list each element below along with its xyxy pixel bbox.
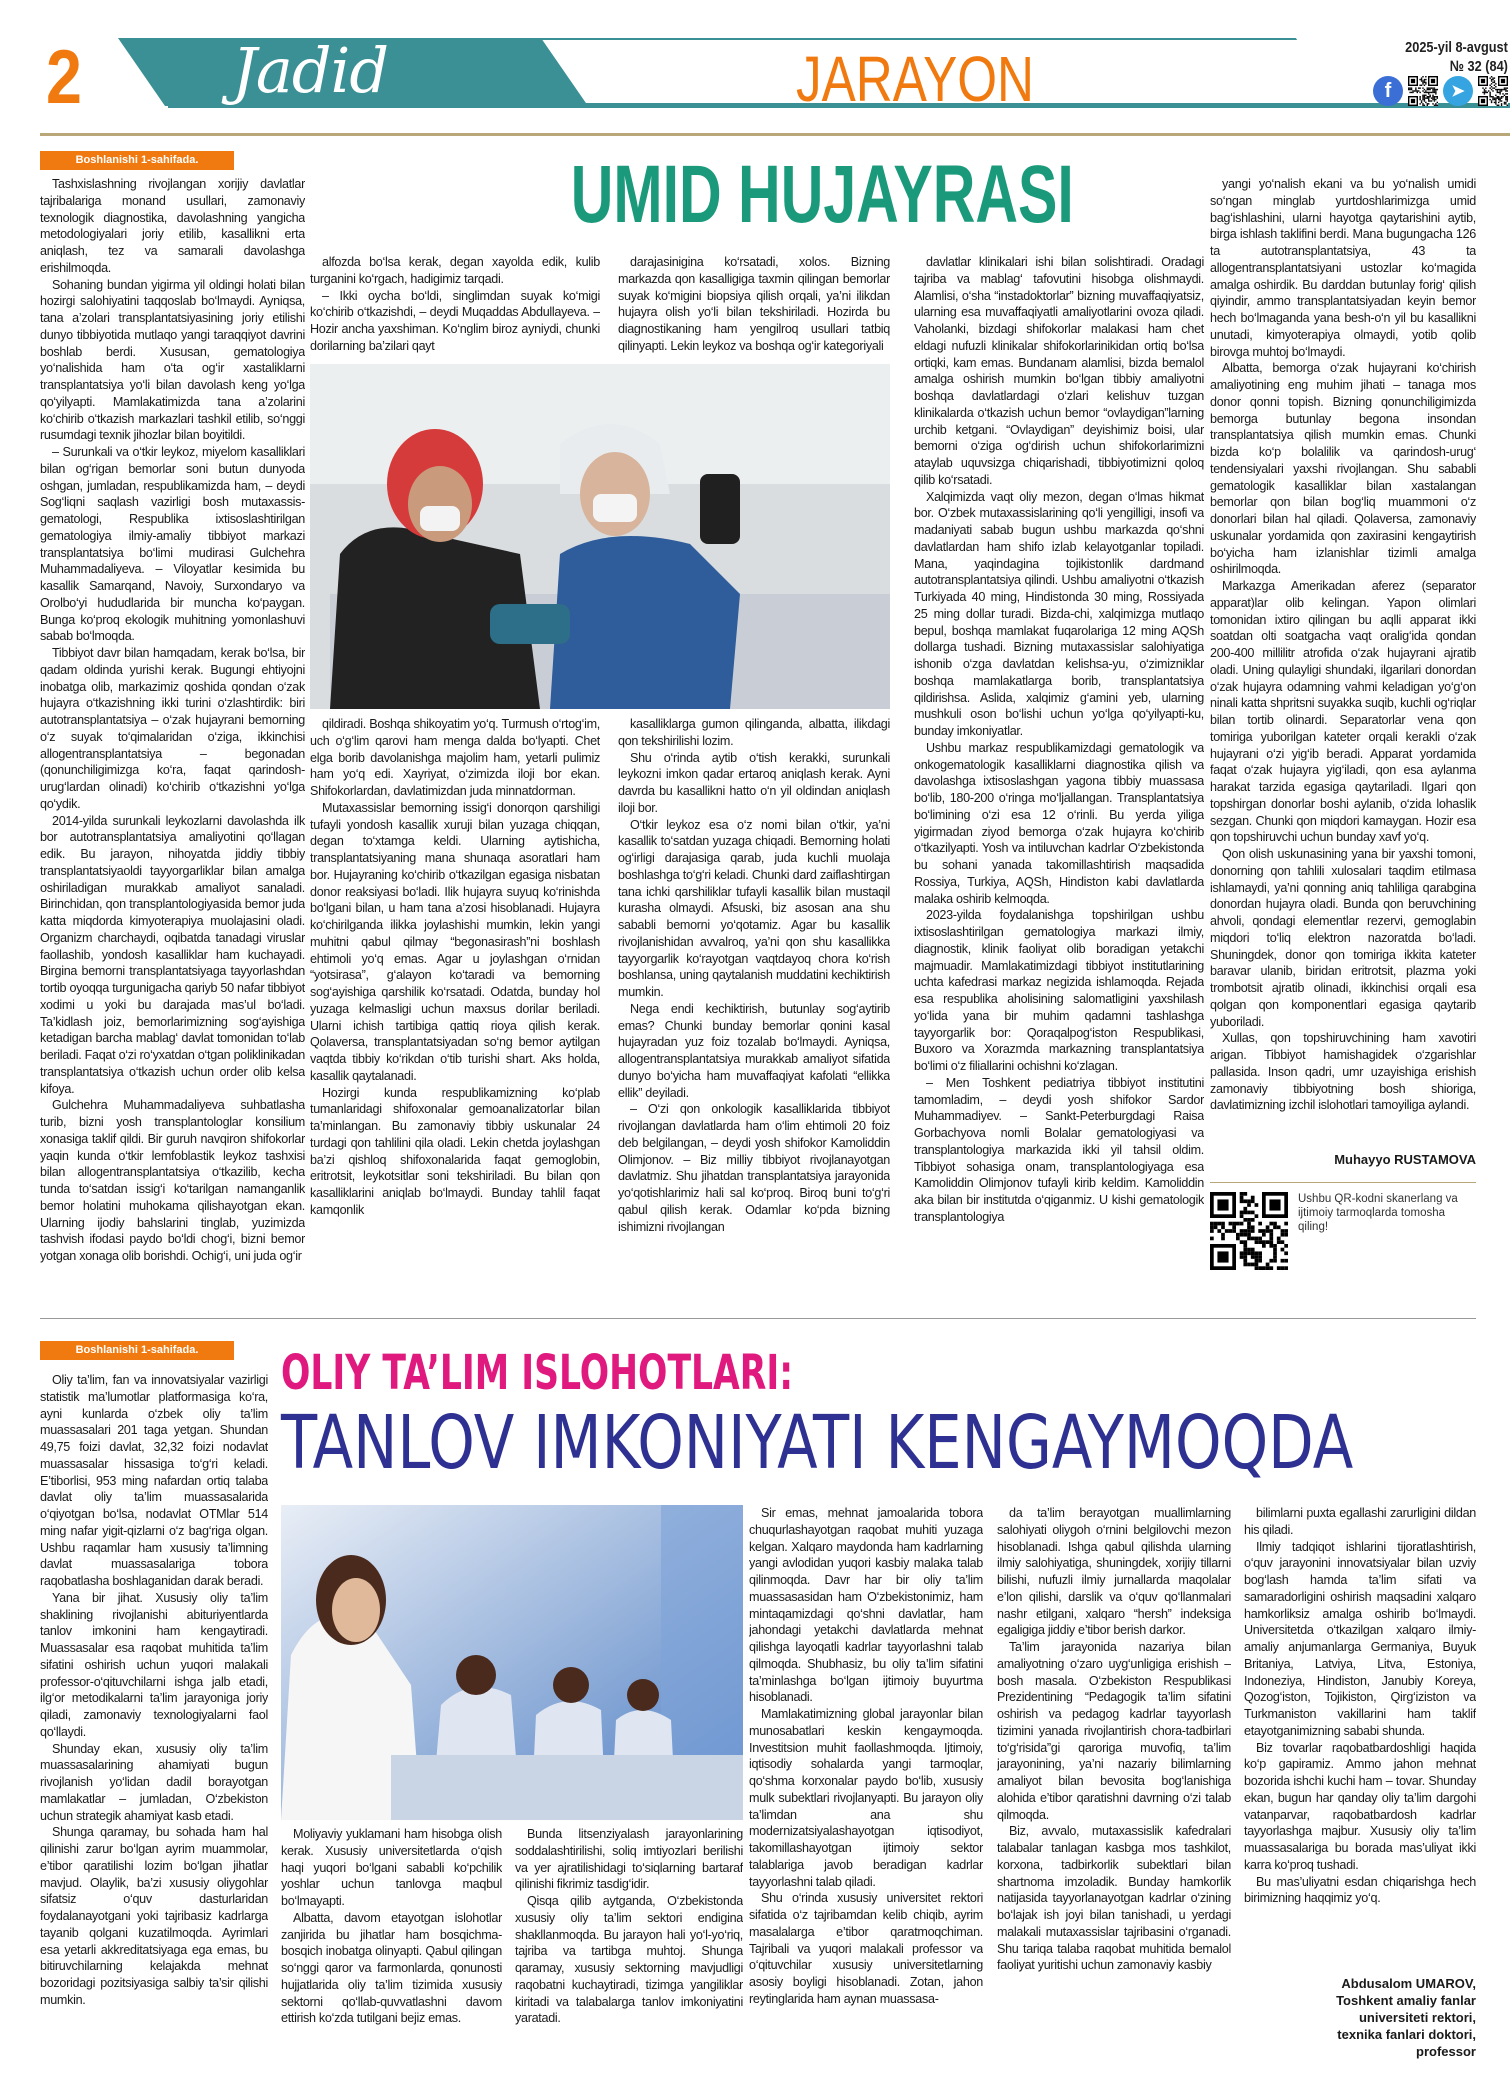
section-rubric: JARAYON	[795, 43, 1035, 115]
paragraph: Sohaning bundan yigirma yil oldingi holati bilan hozirgi salohiyatini taqqoslab bo‘lmaydi. Ayniqsa, tana a’zolari transplantatsiyasining joriy etilishi dunyo tibbiyotida mutlaqo yangi taraqqiyot davrini boshlab berdi. Xususan, gematologiya yo‘nalishida ham o‘ta og‘ir xastaliklarni transplantatsiya yo‘li bilan davolash keng yo‘lga qo‘yilyapti. Mamlakatimizda tana a’zolarini ko‘chirib o‘tkazish markazlari tashkil etilib, so‘nggi rusumdagi texnik jihozlar bilan boyitildi.	[40, 277, 305, 443]
paragraph: Biz tovarlar raqobatbardoshligi haqida ko‘p gapiramiz. Ammo jahon mehnat bozorida ishchi kuchi ham – tovar. Shunday ekan, bugun har qanday oliy ta’lim dargohi vatanparvar, raqobatbardosh kadrlar tayyorlashga majbur. Xususiy oliy ta’lim muassasalariga bu borada mas’uliyat ikki karra ko‘proq tushadi.	[1244, 1740, 1476, 1872]
paragraph: Ta’lim jarayonida nazariya bilan amaliyotning o‘zaro uyg‘unligiga erishish – bosh masala. O‘zbekiston Respublikasi Prezidentining “Pedagogik ta’lim sifatini oshirish va pedagog kadrlar tayyorlash tizimini yanada rivojlantirish chora-tadbirlari to‘g‘risida”gi qaroriga muvofiq, ta’lim jarayonining, ya’ni nazariy bilimlarning amaliyot bilan bevosita bog‘lanishiga alohida e’tibor qaratishni davrning o‘zi talab qilmoqda.	[997, 1640, 1231, 1822]
issue-number: № 32 (84)	[1449, 58, 1508, 75]
article-column	[914, 254, 1204, 1286]
students-photo	[281, 1505, 743, 1820]
paragraph: Moliyaviy yuklamani ham hisobga olish kerak. Xususiy universitetlarda o‘qish haqi yuqori bo‘lgani sababli ko‘pchilik yoshlar uchun tanlovga maqbul bo‘lmayapti.	[281, 1827, 502, 1908]
author-title: universiteti rektori,	[1358, 2010, 1476, 2025]
article-column	[1244, 1505, 1476, 1965]
paragraph: – Ikki oycha bo‘ldi, singlimdan suyak ko‘migi ko‘chirib o‘tkazishdi, – deydi Muqaddas Abdullayeva. – Hozir ancha yaxshiman. Ko‘nglim biroz ayniydi, chunki dorilarning ba’zilari qayt	[310, 288, 600, 353]
issue-date: 2025-yil 8-avgust	[1405, 39, 1508, 56]
paragraph: Hozirgi kunda respublikamizning ko‘plab tumanlaridagi shifoxonalar gemoanalizatorlar bilan ta’minlangan. Bu zamonaviy tibbiy uskunalar 24 turdagi qon tahlilini qila oladi. Lekin chetda joylashgan ba’zi qishloq shifoxonalarida faqat gemoglobin, eritrotsit, leykotsitlar soni tekshiriladi. Bu bilan qon kasalliklarini aniqlab bo‘lmaydi. Bunday tahlil faqat kamqonlik	[310, 1085, 600, 1217]
paragraph: Ushbu markaz respublikamizdagi gematologik va onkogematologik kasalliklarni diagnostika qilish va davolashga ixtisoslashgan yagona tibbiy muassasa bo‘lib, 180-200 o‘ringa mo‘ljallangan. Transplantatsiya bo‘limining o‘zi esa 12 o‘rinli. Bu yerda yiliga yigirmadan ziyod bemorga o‘zak hujayra ko‘chirib o‘tkazilyapti. Yosh va intiluvchan kadrlar O‘zbekistonda bu sohani yanada takomillashtirish maqsadida Rossiya, Turkiya, AQSh, Hindiston kabi davlatlarda malaka oshirib kelmoqda.	[914, 740, 1204, 906]
hospital-photo	[310, 364, 890, 709]
article-column	[281, 1826, 502, 2062]
qr-code-icon[interactable]	[1408, 76, 1438, 106]
paragraph: darajasinigina ko‘rsatadi, xolos. Bizning markazda qon kasalligiga taxmin qilingan bemorlar suyak ko‘migini biopsiya qilish orqali, ya’ni ilikdan hujayra olish yo‘li bilan tekshiriladi. Hozirda bu diagnostikaning ham yengilroq usullari tatbiq qilinyapti. Lekin leykoz va boshqa og‘ir kategoriyali	[618, 255, 890, 353]
paragraph: Biz, avvalo, mutaxassislik kafedralari talabalar tanlagan kasbga mos tashkilot, korxona, tadbirkorlik subektlari bilan shartnoma imzoladik. Bunday hamkorlik natijasida tayyorlanayotgan kadrlar o‘zining bo‘lajak ish joyi bilan tanishadi, u yerdagi malakali mutaxassislar tajribasini o‘rganadi. Shu tariqa talaba raqobat muhitida bemalol faoliyat yuritishi uchun zamonaviy kasbiy	[997, 1824, 1231, 1973]
author-byline: Muhayyo RUSTAMOVA	[1334, 1152, 1476, 1167]
article-column	[40, 176, 305, 1286]
qr-code-icon[interactable]	[1210, 1192, 1288, 1270]
article-column	[997, 1505, 1231, 2062]
newspaper-logo: Jadid	[232, 34, 389, 107]
paragraph: Mamlakatimizning global jarayonlar bilan munosabatlari keskin kengaymoqda. Investitsion muhit faollashmoqda. Ijtimoiy, iqtisodiy sohalarda yangi tarmoqlar, qo‘shma korxonalar paydo bo‘lib, xususiy mulk subektlari rivojlanyapti. Bu jarayon oliy ta’limdan ana shu modernizatsiyalashayotgan iqtisodiyot, takomillashayotgan ijtimoiy sektor talablariga javob beradigan kadrlar tayyorlashni talab qiladi.	[749, 1707, 983, 1889]
article-column	[749, 1505, 983, 2062]
continued-label: Boshlanishi 1-sahifada.	[40, 1341, 234, 1360]
article-title: UMID HUJAYRASI	[570, 149, 1074, 240]
paragraph: Shunday ekan, xususiy oliy ta’lim muassasalarining ahamiyati bugun rivojlanish yo‘lidan dadil borayotgan mamlakatlar – jumladan, O‘zbekiston uchun strategik ahamiyat kasb etadi.	[40, 1741, 268, 1823]
social-links	[1373, 76, 1508, 106]
paragraph: Shunga qaramay, bu sohada ham hal qilinishi zarur bo‘lgan ayrim muammolar, e’tibor qaratilishi lozim bo‘lgan jihatlar mavjud. Olaylik, ba’zi xususiy oliygohlar sifatsiz o‘quv dasturlaridan foydalanayotgani yoki tajribasiz kadrlarga tayanib qolgani kuzatilmoqda. Ayrimlari esa yetarli akkreditatsiyaga ega emas, bu bitiruvchilarning kelajakda mehnat bozoridagi pozitsiyasiga salbiy ta’sir qilishi mumkin.	[40, 1825, 268, 2007]
paragraph: Shu o‘rinda aytib o‘tish kerakki, surunkali leykozni imkon qadar ertaroq aniqlash kerak. Ayni davrda bu kasallikni hatto o‘n yil oldindan aniqlash iloji bor.	[618, 750, 890, 815]
paragraph: Tibbiyot davr bilan hamqadam, kerak bo‘lsa, bir qadam oldinda yurishi kerak. Bugungi ehtiyojni inobatga olib, markazimiz qoshida qondan o‘zak hujayra o‘tkazishning ikki turini o‘zlashtirdik: biri autotransplantatsiya – o‘zak hujayrani bemorning o‘z suyak to‘qimalaridan o‘ziga, ikkinchisi allogentransplantatsiya – begonadan (qonunchiligimizga ko‘ra, faqat qarindosh-urug‘lardan olinadi) ko‘chirib o‘tkazishni yo‘lga qo‘ydik.	[40, 646, 305, 811]
paragraph: Ilmiy tadqiqot ishlarini tijoratlashtirish, o‘quv jarayonini innovatsiyalar bilan uzviy bog‘lash hamda ta’lim sifati va samaradorligini oshirish maqsadini xalqaro hamkorliksiz amalga oshirib bo‘lmaydi. Universitetda o‘tkazilgan xalqaro ilmiy-amaliy anjumanlarga Germaniya, Buyuk Britaniya, Latviya, Litva, Estoniya, Indoneziya, Hindiston, Janubiy Koreya, Qozog‘iston, Tojikiston, Qirg‘iziston va Turkmaniston vakillarini ham taklif etayotganimizning sababi shunda.	[1244, 1539, 1476, 1738]
issue-info	[1405, 38, 1508, 76]
paragraph: Xalqimizda vaqt oliy mezon, degan o‘lmas hikmat bor. O‘zbek mutaxassislarining qo‘li yengilligi, insofi va madaniyati sabab bugun ushbu markazda qo‘shni davlatlardan ham shifo izlab kelayotganlar topiladi. Mana, yaqindagina tojikistonlik dardmand autotransplantatsiya qilindi. Ushbu amaliyotni o‘tkazish Turkiyada 40 ming, Hindistonda 30 ming, Rossiyada 25 ming dollar turadi. Bizda-chi, xalqimizga mutlaqo bepul, boshqa mamlakat fuqarolariga 12 ming AQSh dollarga tushadi. Bizning mutaxassislar salohiyatiga ishonib o‘zga davlatdan kelishsa-yu, o‘zimizniklar boshqa mamlakatlarga borib, transplantatsiya qildirishsa. Aslida, xalqimiz g‘amini yeb, ularning mushkuli oson bo‘lishi uchun yo‘lga qo‘yilyapti-ku, bunday imkoniyatlar.	[914, 489, 1204, 738]
author-title: Toshkent amaliy fanlar	[1336, 1993, 1476, 2008]
paragraph: Albatta, bemorga o‘zak hujayrani ko‘chirish amaliyotining eng muhim jihati – tanaga mos donor qonni topish. Bizning qonunchiligimizda bemorga butunlay begona insondan transplantatsiya qilish mumkin emas. Chunki bizda ko‘p bolalilik va qarindosh-urug‘ tendensiyalari yaxshi rivojlangan. Shu sababli gematologik kasalliklar bilan xastalangan bemorlar qon bilan bog‘liq muammoni o‘z donorlari bilan hal qiladi. Qolaversa, zamonaviy uskunalar yordamida qon zaxirasini kengaytirish bo‘yicha ham izlanishlar tizimli amalga oshirilmoqda.	[1210, 361, 1476, 577]
paragraph: Mutaxassislar bemorning issig‘i donorqon qarshiligi tufayli yondosh kasallik xuruji bilan yuzaga chiqqan, degan to‘xtamga keldi. Ularning aytishicha, transplantatsiyaning mana shunaqa asoratlari ham bor. Hujayraning ko‘chirib o‘tkazilgan egasiga nisbatan donor reaksiyasi bo‘ladi. Ilik hujayra suyuq ko‘rinishda bo‘lgani bilan, u ham tana a’zosi hisoblanadi. Hujayra ko‘chirilganda ilikka joylashishi mumkin, lekin yangi muhitni qabul qilmay “begonasirash”ni boshlash ehtimoli yo‘q emas. Agar u joylashgan o‘rnidan “yotsirasa”, g‘alayon ko‘taradi va bemorning sog‘ayishiga qarshilik ko‘rsatadi. Odatda, bunday hol yuzaga kelmasligi uchun maxsus dorilar beriladi. Ularni ichish tartibiga qattiq rioya qilish kerak. Qolaversa, transplantatsiyadan so‘ng bemor aytilgan vaqtda tibbiy ko‘rikdan o‘tib turishi shart. Aks holda, kasallik qaytalanadi.	[310, 800, 600, 1083]
continued-label: Boshlanishi 1-sahifada.	[40, 151, 234, 170]
paragraph: Qon olish uskunasining yana bir yaxshi tomoni, donorning qon tahlili xulosalari taqdim etilmasa ishlamaydi, ya’ni qonning aniq tahliliga qarabgina donordan hujayra oladi. Bunda qon beruvchining ahvoli, qondagi elementlar rezervi, gemoglabin miqdori to‘liq elektron nazoratda bo‘ladi. Shuningdek, donor qon tomiriga ikkita kateter baravar ulanib, biridan eritrotsit, plazma yoki trombotsit ajratib olinadi, ikkinchisi orqali esa qolgan qon komponentlari egasiga qaytarib yuboriladi.	[1210, 847, 1476, 1029]
header-rule	[40, 133, 1510, 136]
telegram-icon[interactable]: ➤	[1443, 76, 1473, 106]
paragraph: qildiradi. Boshqa shikoyatim yo‘q. Turmush o‘rtog‘im, uch o‘g‘lim qarovi ham menga dalda bo‘lyapti. Chet elga borib davolanishga majolim ham, yetarli pulimiz ham yo‘q edi. Xayriyat, o‘zimizda iloji bor ekan. Shifokorlardan, davlatimizdan juda minnatdorman.	[310, 717, 600, 798]
article-column	[1210, 176, 1476, 1141]
paragraph: – O‘zi qon onkologik kasalliklarida tibbiyot rivojlangan davlatlarda ham o‘lim ehtimoli 20 foiz deb belgilangan, – deydi yosh shifokor Kamoliddin Olimjonov. – Biz milliy tibbiyot rivojlanayotgan davlatmiz. Shu jihatdan transplantatsiya jarayonida yo‘qotishlarimiz hali sal ko‘proq. Biroq buni to‘g‘ri qabul qilish kerak. Odamlar ko‘pda bizning ishimizni rivojlangan	[618, 1102, 890, 1234]
paragraph: alfozda bo‘lsa kerak, degan xayolda edik, kulib turganini ko‘rgach, hadigimiz tarqadi.	[310, 255, 600, 286]
paragraph: bilimlarni puxta egallashi zarurligini dildan his qiladi.	[1244, 1506, 1476, 1537]
article-column	[40, 1372, 268, 2062]
paragraph: – Men Toshkent pediatriya tibbiyot institutini tamomladim, – deydi yosh shifokor Sardor Muhammadiyev. – Sankt-Peterburgdagi Raisa Gorbachyova nomli Bolalar gematologiyasi va transplantologiya markazida ikki yil tahsil oldim. Tibbiyot sohasiga onam, transplantologiyaga esa Kamoliddin Olimjonov tufayli kirib keldim. Kamoliddin aka bilan bir institutda o‘qiganmiz. U kishi gematologik transplantologiya	[914, 1075, 1204, 1224]
paragraph: Yana bir jihat. Xususiy oliy ta’lim shaklining rivojlanishi abituriyentlarda tanlov imkonini ham kengaytiradi. Muassasalar esa raqobat muhitida ta’lim sifatini oshirish uchun yuqori malakali professor-o‘qituvchilarni ishga jalb etadi, ilg‘or metodikalarni ta’lim jarayoniga joriy qiladi, zamonaviy texnologiyalarni faol qo‘llaydi.	[40, 1590, 268, 1739]
paragraph: Shu o‘rinda xususiy universitet rektori sifatida o‘z tajribamdan kelib chiqib, ayrim masalalarga e’tibor qaratmoqchiman. Tajribali va yuqori malakali professor va o‘qituvchilar xususiy universitetlarning asosiy boyligi hisoblanadi. Zotan, jahon reytinglarida ham aynan muassasa-	[749, 1891, 983, 2006]
author-title: professor	[1416, 2044, 1476, 2059]
paragraph: – Surunkali va o‘tkir leykoz, miyelom kasalliklari bilan og‘rigan bemorlar soni butun dunyoda oshgan, jumladan, respublikamizda ham, – deydi Sog‘liqni saqlash vazirligi bosh mutaxassis-gematologi, Respublika ixtisoslashtirilgan gematologiya ilmiy-amaliy tibbiyot markazi transplantatsiya bo‘limi mudirasi Gulchehra Muhammadaliyeva. – Viloyatlar kesimida bu kasallik Samarqand, Navoiy, Surxondaryo va Orolbo‘yi hududlarida bir muncha ko‘paygan. Bunga ko‘proq ekologik muhitning yomonlashuvi sabab bo‘lmoqda.	[40, 445, 305, 644]
article-title: TANLOV IMKONIYATI KENGAYMOQDA	[281, 1400, 1354, 1486]
article-column	[515, 1826, 743, 2062]
paragraph: 2023-yilda foydalanishga topshirilgan ushbu ixtisoslashtirilgan gematologiya markazi ilmiy, diagnostik, klinik faoliyat olib boradigan yetakchi majmuadir. Mamlakatimizdagi tibbiyot institutlarining uchta kafedrasi markaz negizida ishlamoqda. Rejada esa respublika aholisining salomatligini yaxshilash yo‘lida yana bir muhim qadamni tashlashga tayyorgarlik bor: Qoraqalpog‘iston Respublikasi, Buxoro va Xorazmda markazning transplantatsiya bo‘limi o‘z filiallarini ochishni ko‘zlagan.	[914, 908, 1204, 1073]
paragraph: Oliy ta’lim, fan va innovatsiyalar vazirligi statistik ma’lumotlar platformasiga ko‘ra, ayni kunlarda o‘zbek oliy ta’lim muassasalari 201 taga yetgan. Shundan 49,75 foizi davlat, 32,32 foizi nodavlat muassasalar hissasiga to‘g‘ri keladi. E’tiborlisi, 953 ming nafardan ortiq talaba davlat oliy ta’lim muassasalarida o‘qiyotgan bo‘lsa, nodavlat OTMlar 514 ming nafar yigit-qizlarni o‘z bag‘riga olgan. Ushbu raqamlar ham xususiy ta’limning davlat muassasalariga tobora raqobatlasha boshlaganidan darak beradi.	[40, 1373, 268, 1588]
paragraph: O‘tkir leykoz esa o‘z nomi bilan o‘tkir, ya’ni kasallik to‘satdan yuzaga chiqadi. Bemorning holati og‘irligi darajasiga qarab, juda kuchli muolaja boshlashga to‘g‘ri keladi. Chunki dard zaiflashtirgan tana ichki qarshiliklar tufayli kasallik bilan mustaqil kurasha olmaydi. Afsuski, biz asosan ana shu sababli bemorni yo‘qotamiz. Agar bu kasallik rivojlanishidan avvalroq, ya’ni qon shu kasallikka tayyorgarlik ko‘rayotgan vaqtdayoq chora ko‘rish boshlansa, uning qaytalanish muddatini kechiktirish mumkin.	[618, 817, 890, 999]
paragraph: Bu mas’uliyatni esdan chiqarishga hech birimizning haqqimiz yo‘q.	[1244, 1874, 1476, 1906]
paragraph: Bunda litsenziyalash jarayonlarining soddalashtirilishi, soliq imtiyozlari berilishi va yer ajratilishidagi to‘siqlarning bartaraf qilinishi fikrimiz tasdig‘idir.	[515, 1827, 743, 1892]
paragraph: Albatta, davom etayotgan islohotlar zanjirida bu jihatlar ham bosqichma-bosqich inobatga olinyapti. Qabul qilingan so‘nggi qaror va farmonlarda, qonunosti hujjatlarida oliy ta’lim tizimida xususiy sektorni qo‘llab-quvvatlashni davom ettirish ko‘zda tutilgani bejiz emas.	[281, 1910, 502, 2026]
paragraph: Qisqa qilib aytganda, O‘zbekistonda xususiy oliy ta’lim sektori endigina shakllanmoqda. Bu jarayon hali yo‘l-yo‘riq, tajriba va tartibga muhtoj. Shunga qaramay, xususiy sektorning mavjudligi raqobatni kuchaytiradi, tizimga yangiliklar kiritadi va talabalarga tanlov imkoniyatini yaratadi.	[515, 1894, 743, 2026]
article-column	[618, 254, 890, 356]
qr-code-icon[interactable]	[1478, 76, 1508, 106]
photo-illustration	[310, 364, 890, 709]
paragraph: yangi yo‘nalish ekani va bu yo‘nalish umidi so‘ngan minglab yurtdoshlarimizga umid bag‘ishlashini, ularni hayotga qaytarishini aytib, birga ishlash taklifini berdi. Mana bugungacha 126 ta autotransplantatsiya, 43 ta allogentransplantatsiyani ustozlar ko‘magida amalga oshirdik. Bu darddan butunlay forig‘ qilish qiyindir, ammo transplantatsiyadan keyin bemor hech bo‘lmaganda yana besh-o‘n yil bu kasallikni unutadi, kimyoterapiya olmaydi, yotib qolib birovga muhtoj bo‘lmaydi.	[1210, 177, 1476, 359]
paragraph: 2014-yilda surunkali leykozlarni davolashda ilk bor autotransplantatsiya amaliyotini qo‘llagan edik. Bu jarayon, nihoyatda jiddiy tibbiy transplantatsiyaoldi tayyorgarliklar bilan amalga oshiriladigan murakkab amaliyot sanaladi. Birinchidan, qon transplantologiyasida bemor juda katta miqdorda kimyoterapiya muolajasini oladi. Organizm charchaydi, oqibatda tanadagi viruslar faollashib, yondosh kasalliklar ham kuchayadi. Birgina bemorni transplantatsiyaga tayyorlashdan tortib oyoqqa turgunigacha qariyb 50 nafar tibbiyot xodimi u yoki bu darajada mas’ul bo‘ladi. Ta’kidlash joiz, bemorlarimizning sog‘ayishiga ketadigan barcha mablag‘ davlat tomonidan to‘lab beriladi. Faqat o‘zi ro‘yxatdan o‘tgan poliklinikadan transplantatsiya o‘tkazish uchun order olib kelsa kifoya.	[40, 813, 305, 1096]
paragraph: Xullas, qon topshiruvchining ham xavotiri arigan. Tibbiyot hamishagidek o‘zgarishlar pallasida. Inson qadri, umr uzayishiga erishish zamonaviy tibbiyotning bosh shioriga, davlatimizning izchil islohotlari tamoyiliga aylandi.	[1210, 1031, 1476, 1113]
paragraph: Sir emas, mehnat jamoalarida tobora chuqurlashayotgan raqobat muhiti yuzaga kelgan. Xalqaro maydonda ham kadrlarning yangi avlodidan yuqori kasbiy malaka talab qilinmoqda. Davr har bir oliy ta’lim muassasasidan ham O‘zbekistonimiz, ham mintaqamizdagi qo‘shni davlatlar, ham jahondagi yetakchi davlatlarda mehnat qilishga layoqatli kadrlar tayyorlashni talab qilmoqda. Shubhasiz, bu oliy ta’lim sifatini ta’minlashga bo‘lgan ijtimoiy buyurtma hisoblanadi.	[749, 1506, 983, 1705]
paragraph: Markazga Amerikadan aferez (separator apparat)lar olib kelingan. Yapon olimlari tomonidan ixtiro qilingan bu aqlli apparat ikki soatdan olti soatgacha vaqt oralig‘ida qondan 200-400 millilitr atrofida o‘zak hujayrani ajratib oladi. Uning qulayligi shundaki, ilgarilari donordan o‘zak hujayra odamning vahmi keladigan yo‘g‘on ninali katta shpritsni suyakka suqib, kuchli og‘riqlar bilan tortib olinardi. Separatorlar vena qon tomiriga yuborilgan kateter orqali kerakli o‘zak hujayrani o‘zi yig‘ib beradi. Apparat yordamida faqat o‘zak hujayra yig‘iladi, qon esa aylanma harakat tarzida egasiga qaytariladi. Ilgari qon topshirgan donorlar boshi aylanib, o‘zida lohaslik sezgan. Chunki qon miqdori kamaygan. Hozir esa qon topshiruvchi uchun bunday xavf yo‘q.	[1210, 579, 1476, 845]
qr-caption: Ushbu QR-kodni skanerlang va ijtimoiy tarmoqlarda tomosha qiling!	[1298, 1193, 1458, 1233]
author-byline	[1244, 1975, 1476, 2060]
paragraph: davlatlar klinikalari ishi bilan solishtiradi. Oradagi tajriba va mablag‘ tafovutini hisobga olishmaydi. Alamlisi, o‘sha “instadoktorlar” bizning muvaffaqiyatsiz, ularning esa muvaffaqiyatli amaliyotlarini ovoza qiladi. Vaholanki, bizdagi shifokorlar malakasi ham chet eldagi nufuzli klinikalar shifokorlarinikidan ortiq bo‘lsa ortiqki, kam emas. Bundanam alamlisi, bizda bemalol amalga oshirish mumkin bo‘lgan tibbiy amaliyotni boshqa davlatlardagi o‘zlari kelishuv tuzgan klinikalarda o‘tkazish uchun bemor “ovlaydigan”larning urchib ketgani. “Ovlaydigan” deyishimiz boisi, ular bemorni o‘ziga og‘dirish uchun shifokorlarimizni ataylab uquvsizga chiqarishadi, tibbiyotimizni qoloq qilib ko‘rsatadi.	[914, 255, 1204, 487]
author-title: texnika fanlari doktori,	[1337, 2027, 1476, 2042]
article-column	[618, 716, 890, 1286]
paragraph: Tashxislashning rivojlangan xorijiy davlatlar tajribalariga monand usullari, zamonaviy texnologik diagnostika, davolashning yangicha metodologiyalari joriy etilib, kasallikni erta aniqlash, tez va samarali davolashga erishilmoqda.	[40, 177, 305, 275]
paragraph: kasalliklarga gumon qilinganda, albatta, ilikdagi qon tekshirilishi lozim.	[618, 717, 890, 748]
author-name: Abdusalom UMAROV,	[1341, 1976, 1476, 1991]
section-divider	[40, 1318, 1476, 1319]
article-column	[310, 716, 600, 1286]
facebook-icon[interactable]: f	[1373, 76, 1403, 106]
paragraph: da ta’lim berayotgan muallimlarning salohiyati oliygoh o‘rnini belgilovchi mezon hisoblanadi. Ishga qabul qilishda ularning ilmiy salohiyatiga, shuningdek, xorijiy tillarni bilishi, nufuzli ilmiy jurnallarda maqolalar e’lon qilishi, darslik va o‘quv qo‘llanmalari nashr etilgani, xalqaro “hersh” indeksiga egaligiga jiddiy e’tibor berish darkor.	[997, 1506, 1231, 1638]
article-column	[310, 254, 600, 356]
divider	[1210, 1182, 1476, 1183]
article-kicker: OLIY TA’LIM ISLOHOTLARI:	[281, 1345, 794, 1401]
page-number: 2	[46, 35, 82, 120]
paragraph: Gulchehra Muhammadaliyeva suhbatlasha turib, bizni yosh transplantologlar konsilium xonasiga taklif qildi. Bir guruh navqiron shifokorlar yaqin kunda o‘tkir lemfoblastik leykoz tashxisi bilan allogentransplantatsiya o‘tkazilib, kecha tunda to‘satdan issig‘i ko‘tarilgan namanganlik bemor holatini muhokama qilishayotgan ekan. Ularning ijodiy bahslarini tinglab, yuzimizda tashvish ifodasi paydo bo‘ldi chog‘i, bizni bemor yotgan xonaga olib borishdi. Ochig‘i, uni juda og‘ir	[40, 1098, 305, 1263]
paragraph: Nega endi kechiktirish, butunlay sog‘aytirib emas? Chunki bunday bemorlar qonini kasal hujayradan yuz foiz tozalab bo‘lmaydi. Ayniqsa, allogentransplantatsiya murakkab amaliyot sifatida dunyo bo‘yicha ham muvaffaqiyat kafolati “ellikka ellik” deyiladi.	[618, 1001, 890, 1100]
photo-illustration	[281, 1505, 743, 1820]
